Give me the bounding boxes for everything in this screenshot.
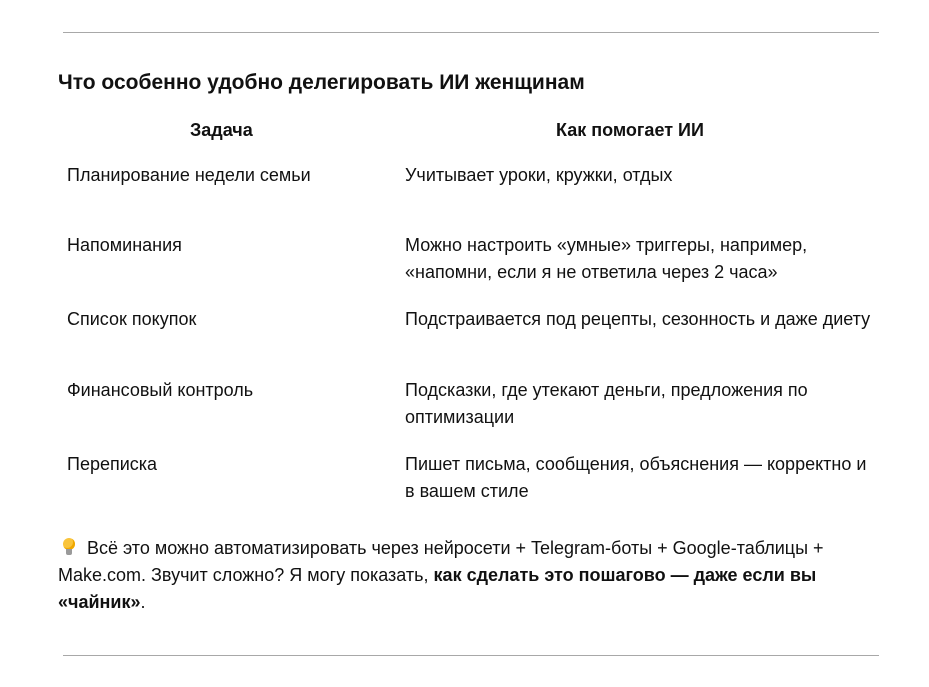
help-cell: Можно настроить «умные» триггеры, например, «напомни, если я не ответила через 2 часа» bbox=[405, 235, 808, 282]
note-text: Всё это можно автоматизировать через нейросети + Telegram-боты + Google-таблицы + Make.com. Звучит сложно? Я могу показать, bbox=[58, 538, 824, 585]
note-end: . bbox=[140, 592, 146, 612]
help-cell: Подсказки, где утекают деньги, предложения по оптимизации bbox=[405, 380, 808, 427]
help-cell: Пишет письма, сообщения, объяснения — корректно и в вашем стиле bbox=[405, 454, 867, 501]
help-cell: Учитывает уроки, кружки, отдых bbox=[405, 165, 673, 185]
task-cell: Список покупок bbox=[67, 309, 197, 329]
column-header-help: Как помогает ИИ bbox=[556, 120, 704, 140]
task-cell: Финансовый контроль bbox=[67, 380, 254, 400]
task-cell: Напоминания bbox=[67, 235, 182, 255]
task-cell: Переписка bbox=[67, 454, 158, 474]
column-header-task: Задача bbox=[190, 120, 253, 140]
section-heading: Что особенно удобно делегировать ИИ женщинам bbox=[58, 71, 585, 94]
note-emphasis: как сделать это пошагово — даже если вы «чайник» bbox=[58, 565, 817, 612]
top-divider bbox=[63, 32, 879, 33]
bottom-divider bbox=[63, 655, 879, 656]
task-cell: Планирование недели семьи bbox=[67, 165, 311, 185]
tip-note bbox=[58, 535, 848, 616]
lightbulb-icon bbox=[62, 538, 76, 556]
help-cell: Подстраивается под рецепты, сезонность и даже диету bbox=[405, 309, 871, 329]
